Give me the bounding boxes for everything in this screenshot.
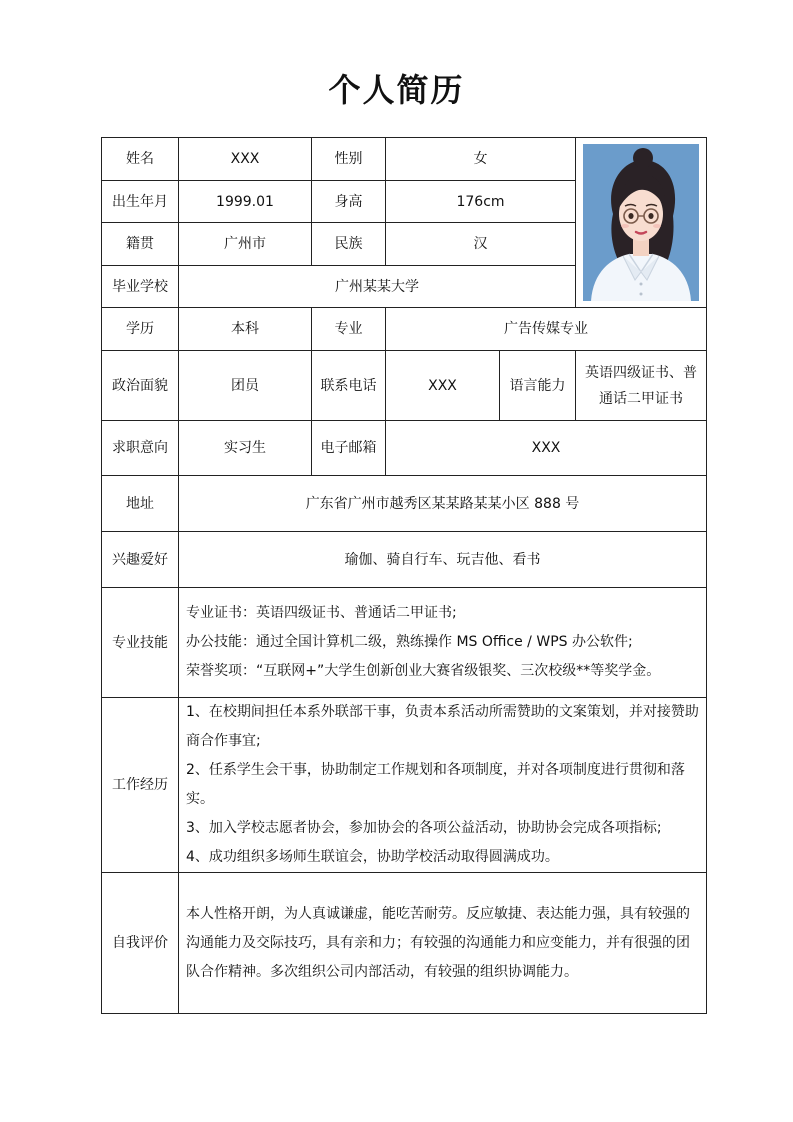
major-label: 专业 (312, 308, 386, 351)
language-value: 英语四级证书、普通话二甲证书 (576, 351, 707, 421)
row-skills (102, 588, 707, 698)
political-value: 团员 (179, 351, 312, 421)
woman-avatar-illustration-icon (583, 144, 699, 301)
email-label: 电子邮箱 (312, 421, 386, 476)
experience-line: 1、在校期间担任本系外联部干事，负责本系活动所需赞助的文案策划，并对接赞助商合作事宜; (186, 704, 699, 749)
page-title: 个人简历 (328, 71, 465, 109)
row-job (102, 421, 707, 476)
skills-content (179, 588, 707, 698)
evaluation-label: 自我评价 (102, 873, 179, 1014)
ethnicity-value: 汉 (386, 223, 576, 266)
school-label: 毕业学校 (102, 266, 179, 308)
experience-content (179, 698, 707, 873)
row-political (102, 351, 707, 421)
birth-value: 1999.01 (179, 181, 312, 223)
hobby-label: 兴趣爱好 (102, 532, 179, 588)
height-value: 176cm (386, 181, 576, 223)
skills-line: 荣誉奖项：“互联网+”大学生创新创业大赛省级银奖、三次校级**等奖学金。 (186, 663, 661, 679)
resume-table (101, 137, 707, 1014)
name-value: XXX (179, 138, 312, 181)
school-value: 广州某某大学 (179, 266, 576, 308)
political-label: 政治面貌 (102, 351, 179, 421)
experience-line: 2、任系学生会干事，协助制定工作规划和各项制度，并对各项制度进行贯彻和落实。 (186, 762, 685, 807)
row-evaluation (102, 873, 707, 1014)
gender-value: 女 (386, 138, 576, 181)
job-value: 实习生 (179, 421, 312, 476)
skills-line: 办公技能：通过全国计算机二级，熟练操作 MS Office / WPS 办公软件; (186, 634, 633, 650)
skills-label: 专业技能 (102, 588, 179, 698)
experience-label: 工作经历 (102, 698, 179, 873)
skills-line: 专业证书：英语四级证书、普通话二甲证书; (186, 605, 457, 621)
avatar (583, 144, 699, 301)
degree-label: 学历 (102, 308, 179, 351)
email-value: XXX (386, 421, 707, 476)
photo-cell (576, 138, 707, 308)
name-label: 姓名 (102, 138, 179, 181)
address-label: 地址 (102, 476, 179, 532)
height-label: 身高 (312, 181, 386, 223)
phone-value: XXX (386, 351, 500, 421)
hometown-value: 广州市 (179, 223, 312, 266)
birth-label: 出生年月 (102, 181, 179, 223)
row-experience (102, 698, 707, 873)
experience-line: 3、加入学校志愿者协会，参加协会的各项公益活动，协助协会完成各项指标; (186, 820, 662, 836)
address-value: 广东省广州市越秀区某某路某某小区 888 号 (179, 476, 707, 532)
major-value: 广告传媒专业 (386, 308, 707, 351)
language-label: 语言能力 (500, 351, 576, 421)
experience-line: 4、成功组织多场师生联谊会，协助学校活动取得圆满成功。 (186, 849, 559, 865)
degree-value: 本科 (179, 308, 312, 351)
row-name (102, 138, 707, 181)
ethnicity-label: 民族 (312, 223, 386, 266)
evaluation-content: 本人性格开朗，为人真诚谦虚，能吃苦耐劳。反应敏捷、表达能力强，具有较强的沟通能力及交际技巧，具有亲和力；有较强的沟通能力和应变能力，并有很强的团队合作精神。多次组织公司内部活动，有较强的组织协调能力。 (179, 873, 707, 1014)
hometown-label: 籍贯 (102, 223, 179, 266)
row-hobby (102, 532, 707, 588)
hobby-value: 瑜伽、骑自行车、玩吉他、看书 (179, 532, 707, 588)
row-degree (102, 308, 707, 351)
row-address (102, 476, 707, 532)
job-label: 求职意向 (102, 421, 179, 476)
gender-label: 性别 (312, 138, 386, 181)
phone-label: 联系电话 (312, 351, 386, 421)
